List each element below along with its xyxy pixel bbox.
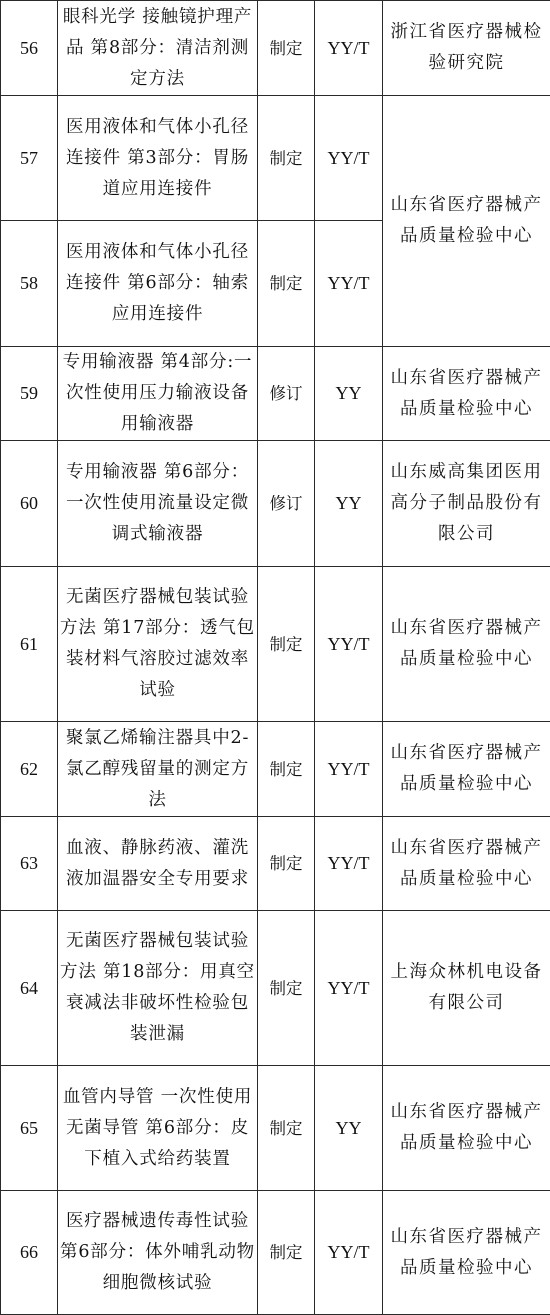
row-number: 64	[1, 911, 58, 1066]
standard-category: YY	[315, 347, 383, 441]
revision-type: 制定	[258, 817, 315, 911]
drafting-unit: 山东省医疗器械产品质量检验中心	[383, 722, 550, 817]
table-row	[1, 1, 550, 96]
standard-category: YY/T	[315, 96, 383, 221]
row-number: 60	[1, 441, 58, 567]
revision-type: 修订	[258, 441, 315, 567]
revision-type: 制定	[258, 567, 315, 722]
table-row	[1, 1066, 550, 1191]
drafting-unit: 山东省医疗器械产品质量检验中心	[383, 96, 550, 347]
standard-category: YY/T	[315, 911, 383, 1066]
row-number: 58	[1, 221, 58, 347]
revision-type: 制定	[258, 911, 315, 1066]
standard-category: YY/T	[315, 1191, 383, 1315]
standard-name: 眼科光学 接触镜护理产品 第8部分：清洁剂测定方法	[58, 1, 258, 96]
revision-type: 制定	[258, 96, 315, 221]
drafting-unit: 山东威高集团医用高分子制品股份有限公司	[383, 441, 550, 567]
row-number: 56	[1, 1, 58, 96]
revision-type: 制定	[258, 221, 315, 347]
drafting-unit: 山东省医疗器械产品质量检验中心	[383, 1066, 550, 1191]
drafting-unit: 山东省医疗器械产品质量检验中心	[383, 567, 550, 722]
table-row	[1, 722, 550, 817]
revision-type: 制定	[258, 1191, 315, 1315]
standard-name: 血管内导管 一次性使用无菌导管 第6部分：皮下植入式给药装置	[58, 1066, 258, 1191]
table-row	[1, 441, 550, 567]
standard-name: 医用液体和气体小孔径连接件 第3部分：胃肠道应用连接件	[58, 96, 258, 221]
table-row	[1, 567, 550, 722]
standard-name: 聚氯乙烯输注器具中2-氯乙醇残留量的测定方法	[58, 722, 258, 817]
row-number: 63	[1, 817, 58, 911]
revision-type: 制定	[258, 1066, 315, 1191]
drafting-unit: 浙江省医疗器械检验研究院	[383, 1, 550, 96]
standard-category: YY	[315, 1066, 383, 1191]
standard-category: YY/T	[315, 1, 383, 96]
row-number: 61	[1, 567, 58, 722]
table-row	[1, 817, 550, 911]
table-row	[1, 96, 550, 221]
standard-name: 专用输液器 第4部分:一次性使用压力输液设备用输液器	[58, 347, 258, 441]
standard-category: YY/T	[315, 817, 383, 911]
table-row	[1, 1191, 550, 1315]
row-number: 65	[1, 1066, 58, 1191]
standard-name: 医疗器械遗传毒性试验 第6部分：体外哺乳动物细胞微核试验	[58, 1191, 258, 1315]
standard-category: YY	[315, 441, 383, 567]
standard-name: 无菌医疗器械包装试验方法 第17部分：透气包装材料气溶胶过滤效率试验	[58, 567, 258, 722]
table-row	[1, 911, 550, 1066]
standard-name: 专用输液器 第6部分：一次性使用流量设定微调式输液器	[58, 441, 258, 567]
standard-name: 无菌医疗器械包装试验方法 第18部分：用真空衰减法非破坏性检验包装泄漏	[58, 911, 258, 1066]
drafting-unit: 山东省医疗器械产品质量检验中心	[383, 347, 550, 441]
row-number: 62	[1, 722, 58, 817]
standard-category: YY/T	[315, 722, 383, 817]
revision-type: 制定	[258, 1, 315, 96]
revision-type: 制定	[258, 722, 315, 817]
standard-name: 医用液体和气体小孔径连接件 第6部分：轴索应用连接件	[58, 221, 258, 347]
row-number: 59	[1, 347, 58, 441]
standard-category: YY/T	[315, 221, 383, 347]
revision-type: 修订	[258, 347, 315, 441]
standard-category: YY/T	[315, 567, 383, 722]
drafting-unit: 上海众林机电设备有限公司	[383, 911, 550, 1066]
row-number: 57	[1, 96, 58, 221]
drafting-unit: 山东省医疗器械产品质量检验中心	[383, 817, 550, 911]
table-row	[1, 347, 550, 441]
standard-name: 血液、静脉药液、灌洗液加温器安全专用要求	[58, 817, 258, 911]
row-number: 66	[1, 1191, 58, 1315]
drafting-unit: 山东省医疗器械产品质量检验中心	[383, 1191, 550, 1315]
